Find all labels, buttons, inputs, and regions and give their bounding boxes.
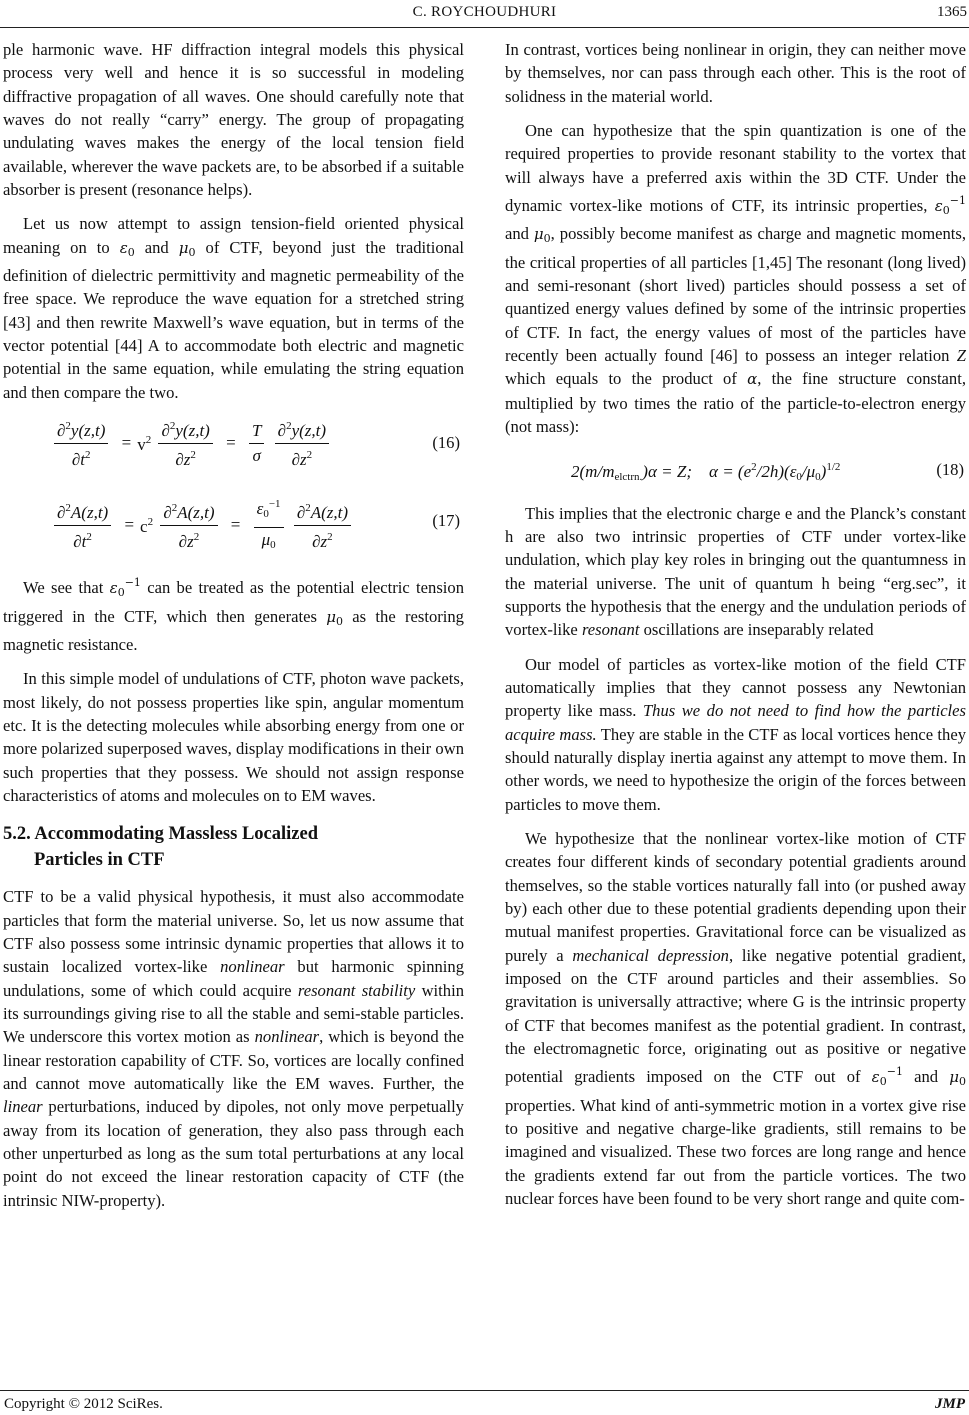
paragraph: Our model of particles as vortex-like motion of the field CTF automatically implies that they cannot possess any Newtonian property like mass. Thus we do not need to find how the particles acquire mass. They are stable in the CTF as local vortices hence they should naturally display inertia against any attempt to move them. In other words, we need to hypothesize the origin of the forces between particles to move them. bbox=[505, 654, 966, 814]
equation-number: (17) bbox=[432, 511, 460, 531]
paragraph: CTF to be a valid physical hypothesis, it must also accommodate particles that form the material universe. So, let us now assume that CTF also possess some intrinsic dynamic properties that allows it to sustain localized vortex-like nonlinear but harmonic spinning undulations, some of which could acquire resonant stability within its surroundings giving rise to all the stable and semi-stable particles. We underscore this vortex motion as nonlinear, which is beyond the linear restoration capability of CTF. So, vortices are locally confined and cannot move automatically like the EM waves. Further, the linear perturbations, induced by dipoles, not only move perpetually away from its location of generation, they also pass through each other unperturbed as long as the sum total perturbations at any local point do not exceed the linear restoration capacity of CTF (the intrinsic NIW-property). bbox=[3, 887, 464, 1210]
paragraph: This implies that the electronic charge e and the Planck’s constant h are also two intrinsic properties of CTF under vortex-like undulation, which play key roles in bringing out the quantumness in the material universe. The unit of quantum h being “erg.sec”, it supports the hypothesis that the energy and the undulation periods of vortex-like resonant oscillations are inseparably related bbox=[505, 503, 966, 640]
left-column bbox=[3, 38, 464, 1212]
header-rule bbox=[0, 27, 969, 28]
equation-16: $\frac{\partial^2y(z,t)}{\partial t^2}$ = $v^2$ $\frac{\partial^2y(z,t)}{\partial z^2}$ = $\frac{T}{\sigma}$ $\frac{\partial^2y(z,t)}{\partial z^2}$ (16) bbox=[3, 415, 464, 479]
mu-zero-symbol: $\mu_0$ bbox=[533, 225, 551, 246]
paragraph: In this simple model of undulations of CTF, photon wave packets, most likely, do not possess properties like spin, angular momentum etc. It is the detecting molecules while absorbing energy from one or more polarized superposed waves, display modifications in their own such properties that they possess. We should not assign response characteristics of atoms and molecules on to EM waves. bbox=[3, 669, 464, 805]
paragraph: One can hypothesize that the spin quantization is one of the required properties to provide resonant stability to the vortex that will always have a preferred axis within the 3D CTF. Under the dynamic vortex-like motions of CTF, its intrinsic properties, $\varepsilon_0^{-1}$ and $\mu_0$, possibly become manifest as charge and magnetic moments, the critical properties of all particles [1,45] The resonant (long lived) and semi-resonant (short lived) particles should possess a set of quantized energy values defined by some of the intrinsic properties of CTF. In fact, the energy values of most of the particles have recently been actually found [46] to possess an integer relation Z which equals to the product of α, the fine structure constant, multiplied by two times the ratio of the particle-to-electron energy (not mass): bbox=[505, 121, 966, 437]
epsilon-zero-inverse-symbol: $\varepsilon_0^{-1}$ bbox=[109, 576, 141, 600]
section-heading: 5.2. Accommodating Massless Localized Particles in CTF bbox=[3, 824, 318, 871]
paragraph: We see that $\varepsilon_0^{-1}$ can be treated as the potential electric tension triggered in the CTF, which then generates $\mu_0$ as the restoring magnetic resistance. bbox=[3, 576, 464, 654]
epsilon-zero-inverse-symbol: $\varepsilon_0^{-1}$ bbox=[871, 1065, 903, 1089]
equation-number: (18) bbox=[936, 459, 964, 479]
running-header bbox=[0, 0, 969, 24]
equation-18: $2(m/m_{elctrn.})\alpha = Z$; $\alpha = (e^2/2h)(\varepsilon_0/\mu_0)^{1/2}$ (18) bbox=[571, 459, 964, 483]
mu-zero-symbol: $\mu_0$ bbox=[178, 238, 196, 259]
paragraph: In contrast, vortices being nonlinear in origin, they can neither move by themselves, nor can pass through each other. This is the root of solidness in the material world. bbox=[505, 40, 966, 106]
paragraph: ple harmonic wave. HF diffraction integral models this physical process very well and hence it is so successful in modeling diffractive propagation of all waves. One should carefully note that waves do not really “carry” energy. The group of propagating undulating waves makes the energy of the local tension field available, wherever the wave packets are, to be absorbed if a suitable absorber is present (resonance helps). bbox=[3, 40, 464, 200]
copyright-text: Copyright © 2012 SciRes. bbox=[4, 1396, 163, 1412]
footer-rule bbox=[0, 1390, 969, 1391]
paragraph: Let us now attempt to assign tension-field oriented physical meaning on to $\varepsilon_0$ and $\mu_0$ of CTF, beyond just the traditional definition of dielectric permittivity and magnetic permeability of the free space. We reproduce the wave equation for a stretched string [43] and then rewrite Maxwell’s wave equation, but in terms of the vector potential [44] A to accommodate both electric and magnetic potential in the same equation, while emulating the string equation and then compare the two. bbox=[3, 214, 464, 402]
journal-abbrev: JMP bbox=[935, 1396, 965, 1412]
paragraph: We hypothesize that the nonlinear vortex-like motion of CTF creates four different kinds of secondary potential gradients around themselves, so the stable vortices naturally fall into (or pushed away by) each other due to these potential gradients depending upon their mutual manifest properties. Gravitational force can be visualized as purely a mechanical depression, like negative potential gradient, imposed on the CTF around particles and their assemblies. So gravitation is universally attractive; where G is the intrinsic property of CTF that becomes manifest as the potential gradient. In contrast, the electromagnetic force, originating out as positive or negative potential gradients imposed on the CTF out of $\varepsilon_0^{-1}$ and $\mu_0$ properties. What kind of anti-symmetric motion in a vortex give rise to positive and negative charge-like gradients, still remains to be imagined and visualized. These two forces are long range and hence the gradients extend far out from the particle vortices. The two nuclear forces have been found to be very short range and quite com- bbox=[505, 828, 966, 1209]
mu-zero-symbol: $\mu_0$ bbox=[326, 607, 343, 628]
running-header-author: C. ROYCHOUDHURI bbox=[412, 4, 557, 20]
page-number: 1365 bbox=[937, 4, 967, 20]
equation-number: (16) bbox=[432, 433, 460, 453]
epsilon-zero-inverse-symbol: $\varepsilon_0^{-1}$ bbox=[934, 194, 966, 218]
equation-17: $\frac{\partial^2A(z,t)}{\partial t^2}$ = $c^2$ $\frac{\partial^2A(z,t)}{\partial z^2}$ = $\frac{\varepsilon_0^{-1}}{\mu_0}$ $\frac{\partial^2A(z,t)}{\partial z^2}$ (17) bbox=[3, 493, 464, 557]
mu-zero-symbol: $\mu_0$ bbox=[949, 1068, 966, 1089]
alpha-symbol: α bbox=[747, 370, 758, 389]
epsilon-zero-symbol: $\varepsilon_0$ bbox=[119, 238, 135, 259]
right-column bbox=[505, 38, 966, 1210]
